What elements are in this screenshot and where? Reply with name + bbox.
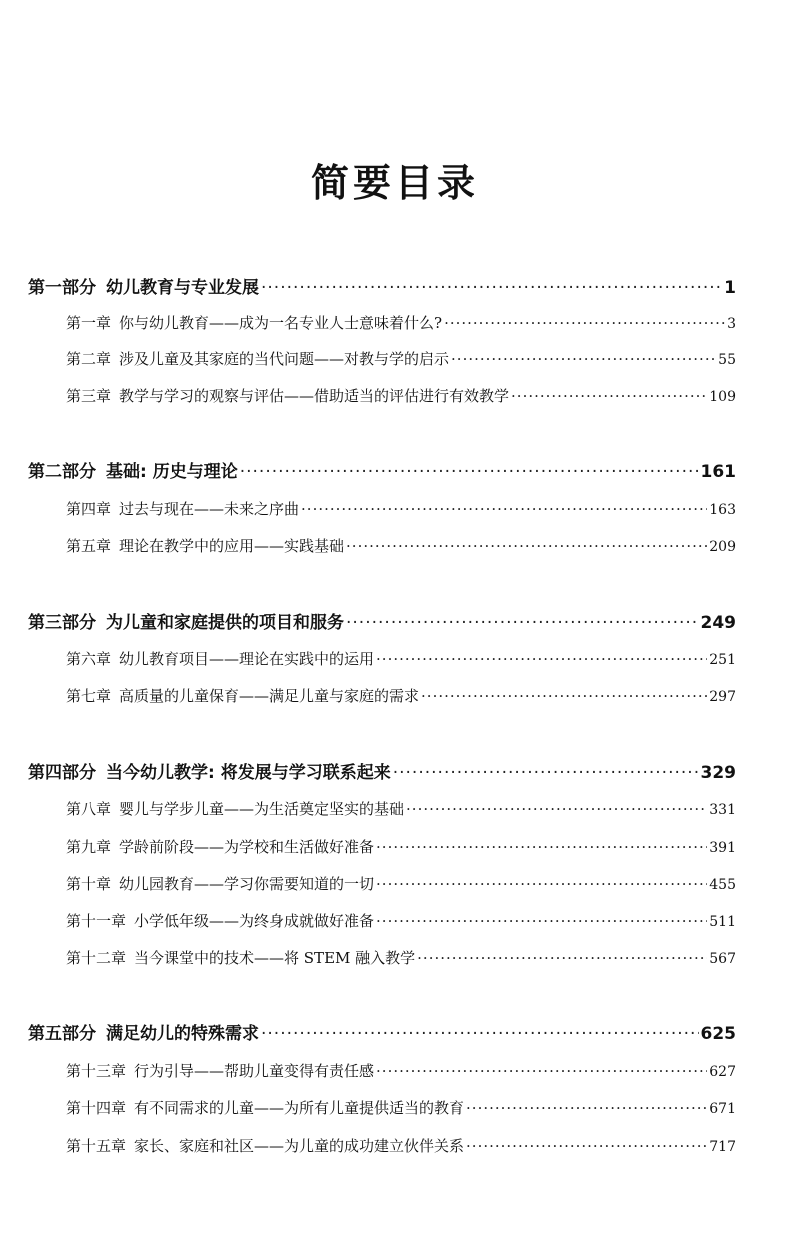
chapter-page-number: 163	[709, 502, 736, 518]
chapter-title: 理论在教学中的应用——实践基础	[119, 537, 345, 555]
toc-chapter-5[interactable]	[66, 535, 736, 558]
part-title: 满足幼儿的特殊需求	[106, 1024, 259, 1044]
chapter-page-number: 109	[709, 389, 736, 405]
chapter-page-number: 567	[709, 951, 736, 967]
part-title: 幼儿教育与专业发展	[106, 278, 259, 298]
dot-leader	[376, 910, 707, 932]
chapter-page-number: 3	[727, 316, 736, 332]
chapter-title: 涉及儿童及其家庭的当代问题——对教与学的启示	[119, 350, 450, 368]
toc-part-5[interactable]	[28, 1022, 736, 1046]
chapter-number: 第八章	[66, 800, 112, 818]
part-number: 第二部分	[28, 462, 96, 482]
toc-chapter-6[interactable]	[66, 648, 736, 671]
chapter-title: 婴儿与学步儿童——为生活奠定坚实的基础	[119, 800, 405, 818]
toc-part-2[interactable]	[28, 460, 736, 484]
chapter-number: 第十五章	[66, 1137, 127, 1155]
part-title: 为儿童和家庭提供的项目和服务	[106, 613, 344, 633]
dot-leader	[376, 648, 707, 670]
chapter-number: 第九章	[66, 838, 112, 856]
dot-leader	[421, 685, 707, 707]
chapter-page-number: 55	[718, 352, 736, 368]
chapter-page-number: 297	[709, 689, 736, 705]
part-number: 第一部分	[28, 278, 96, 298]
chapter-number: 第六章	[66, 650, 112, 668]
part-title: 基础: 历史与理论	[106, 462, 238, 482]
chapter-title: 行为引导——帮助儿童变得有责任感	[134, 1062, 375, 1080]
toc-chapter-15[interactable]	[66, 1135, 736, 1158]
chapter-number: 第三章	[66, 387, 112, 405]
chapter-title: 当今课堂中的技术——将 STEM 融入教学	[134, 949, 416, 967]
chapter-number: 第五章	[66, 537, 112, 555]
part-page-number: 161	[700, 462, 736, 482]
toc-chapter-12[interactable]	[66, 947, 736, 970]
toc-chapter-2[interactable]	[66, 348, 736, 371]
dot-leader	[466, 1097, 707, 1119]
dot-leader	[240, 460, 699, 484]
dot-leader	[301, 498, 707, 520]
chapter-title: 过去与现在——未来之序曲	[119, 500, 300, 518]
toc-chapter-9[interactable]	[66, 836, 736, 859]
toc-part-1[interactable]	[28, 276, 736, 300]
dot-leader	[451, 348, 716, 370]
dot-leader	[261, 1022, 699, 1046]
chapter-title: 小学低年级——为终身成就做好准备	[134, 912, 375, 930]
chapter-page-number: 209	[709, 539, 736, 555]
chapter-number: 第十章	[66, 875, 112, 893]
toc-chapter-11[interactable]	[66, 910, 736, 933]
toc-chapter-8[interactable]	[66, 798, 736, 821]
toc-chapter-1[interactable]	[66, 312, 736, 335]
chapter-title: 教学与学习的观察与评估——借助适当的评估进行有效教学	[119, 387, 510, 405]
part-page-number: 329	[700, 763, 736, 783]
part-title: 当今幼儿教学: 将发展与学习联系起来	[106, 763, 391, 783]
chapter-title: 高质量的儿童保育——满足儿童与家庭的需求	[119, 687, 420, 705]
part-number: 第五部分	[28, 1024, 96, 1044]
chapter-page-number: 455	[709, 877, 736, 893]
toc-part-3[interactable]	[28, 611, 736, 635]
chapter-number: 第十三章	[66, 1062, 127, 1080]
chapter-title: 幼儿教育项目——理论在实践中的运用	[119, 650, 375, 668]
chapter-number: 第四章	[66, 500, 112, 518]
toc-chapter-3[interactable]	[66, 385, 736, 408]
chapter-number: 第七章	[66, 687, 112, 705]
chapter-page-number: 331	[709, 802, 736, 818]
dot-leader	[261, 276, 722, 300]
part-number: 第四部分	[28, 763, 96, 783]
dot-leader	[346, 611, 699, 635]
chapter-title: 你与幼儿教育——成为一名专业人士意味着什么?	[119, 314, 443, 332]
chapter-title: 学龄前阶段——为学校和生活做好准备	[119, 838, 375, 856]
chapter-number: 第二章	[66, 350, 112, 368]
chapter-number: 第十一章	[66, 912, 127, 930]
dot-leader	[511, 385, 707, 407]
chapter-number: 第一章	[66, 314, 112, 332]
part-page-number: 249	[700, 613, 736, 633]
chapter-title: 幼儿园教育——学习你需要知道的一切	[119, 875, 375, 893]
part-number: 第三部分	[28, 613, 96, 633]
toc-chapter-7[interactable]	[66, 685, 736, 708]
toc-chapter-13[interactable]	[66, 1060, 736, 1083]
part-page-number: 1	[724, 278, 736, 298]
chapter-title: 有不同需求的儿童——为所有儿童提供适当的教育	[134, 1099, 465, 1117]
toc-chapter-4[interactable]	[66, 498, 736, 521]
part-page-number: 625	[700, 1024, 736, 1044]
dot-leader	[444, 312, 725, 334]
chapter-title: 家长、家庭和社区——为儿童的成功建立伙伴关系	[134, 1137, 465, 1155]
dot-leader	[376, 836, 707, 858]
chapter-number: 第十二章	[66, 949, 127, 967]
dot-leader	[376, 1060, 707, 1082]
chapter-page-number: 251	[709, 652, 736, 668]
toc-chapter-14[interactable]	[66, 1097, 736, 1120]
chapter-page-number: 627	[709, 1064, 736, 1080]
dot-leader	[346, 535, 707, 557]
dot-leader	[376, 873, 707, 895]
chapter-page-number: 511	[709, 914, 736, 930]
chapter-page-number: 671	[709, 1101, 736, 1117]
dot-leader	[466, 1135, 707, 1157]
dot-leader	[417, 947, 707, 969]
toc-chapter-10[interactable]	[66, 873, 736, 896]
chapter-page-number: 717	[709, 1139, 736, 1155]
chapter-number: 第十四章	[66, 1099, 127, 1117]
chapter-page-number: 391	[709, 840, 736, 856]
dot-leader	[393, 761, 699, 785]
dot-leader	[406, 798, 707, 820]
toc-part-4[interactable]	[28, 761, 736, 785]
page-title: 简要目录	[310, 161, 479, 205]
